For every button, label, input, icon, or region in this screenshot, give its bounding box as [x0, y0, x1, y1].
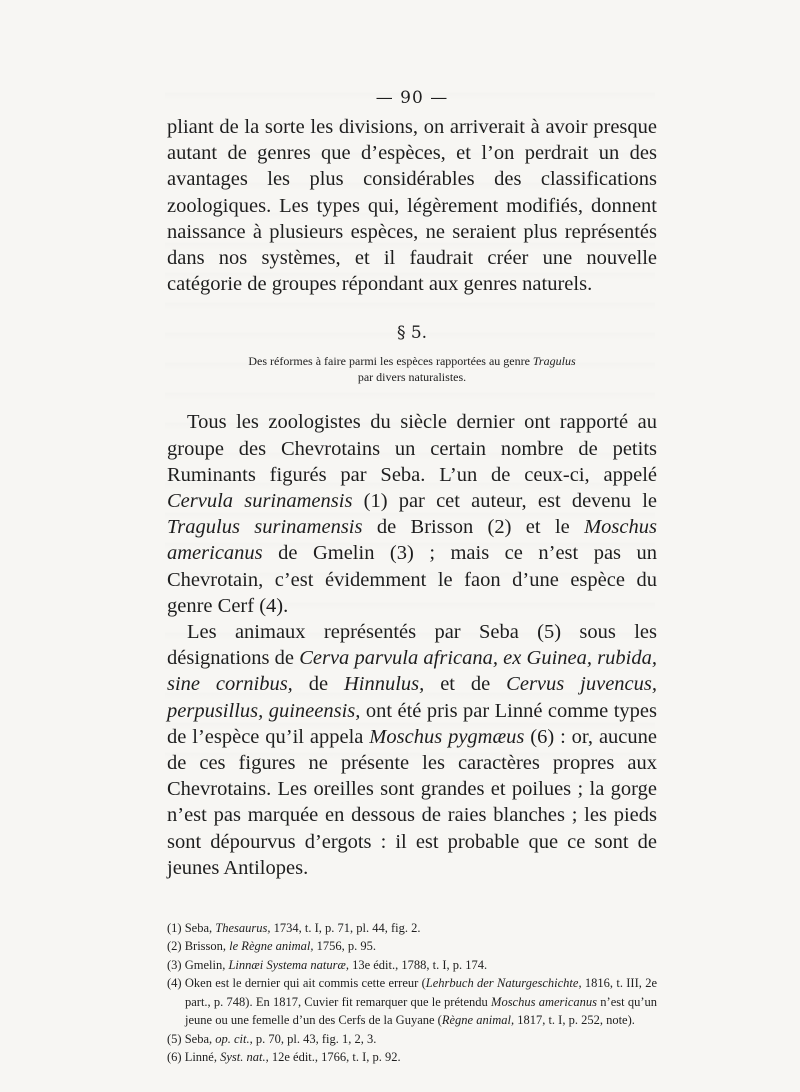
paragraph-linne — [167, 619, 657, 881]
fn1-title: Thesaurus, — [215, 921, 271, 936]
fn4-text-1: (4) Oken est le dernier qui ait commis cette erreur ( — [167, 976, 426, 991]
fn4-title-1: Lehrbuch der Naturgeschichte, — [425, 976, 582, 991]
section-subtitle-genus: Tragulus — [532, 354, 576, 369]
footnote-3 — [167, 956, 657, 974]
fn4-title-2: Moschus americanus — [491, 994, 598, 1009]
fn6-ref: 12e édit., 1766, t. I, p. 92. — [268, 1049, 401, 1064]
fn3-ref: 13e édit., 1788, t. I, p. 174. — [348, 957, 488, 972]
p2-italic-1: Cervula surinamensis — [167, 490, 353, 513]
p2-text-3: de Brisson (2) et le — [362, 516, 585, 539]
section-heading: § 5. — [396, 323, 428, 344]
p2-text-4: de Gmelin (3) ; mais ce n’est pas un Chevrotain, c’est évidemment le faon d’une espèce du genre Cerf (4). — [167, 542, 657, 617]
section-subtitle-line1: Des réformes à faire parmi les espèces rapportées au genre — [248, 354, 530, 369]
page-number: — 90 — — [375, 88, 449, 108]
p3-italic-3: Cervus juvencus, perpusillus, guineensis, — [167, 673, 657, 722]
section-subtitle-line2: par divers naturalistes. — [357, 370, 467, 385]
footnotes — [167, 919, 657, 1066]
footnote-6 — [167, 1048, 657, 1066]
p3-text-4: ont été pris par Linné comme types de l’espèce qu’il appela — [167, 699, 657, 748]
p3-italic-4: Moschus pygmæus — [369, 725, 525, 748]
p2-text-1: Tous les zoologistes du siècle dernier ont rapporté au groupe des Chevrotains un certain nombre de petits Ruminants figurés par Seba. L’un de ceux-ci, appelé — [167, 411, 657, 486]
fn5-text: (5) Seba, — [167, 1031, 216, 1046]
section-subtitle — [167, 353, 657, 385]
fn2-title: le Règne animal, — [229, 939, 314, 954]
fn4-text-4: 1817, t. I, p. 252, note). — [514, 1013, 635, 1028]
p2-text-2: (1) par cet auteur, est devenu le — [352, 490, 657, 513]
fn2-text: (2) Brisson, — [167, 939, 230, 954]
p2-italic-3: Moschus americanus — [167, 516, 657, 565]
paragraph-seba — [167, 409, 657, 619]
footnote-1 — [167, 919, 657, 937]
fn2-ref: 1756, p. 95. — [313, 939, 377, 954]
p3-text-2: de — [292, 673, 344, 696]
fn6-title: Syst. nat., — [220, 1049, 269, 1064]
p3-text-3: et de — [424, 673, 507, 696]
fn5-ref: p. 70, pl. 43, fig. 1, 2, 3. — [252, 1031, 377, 1046]
fn1-text: (1) Seba, — [167, 921, 216, 936]
p3-text-5: (6) : or, aucune de ces figures ne présente les caractères propres aux Chevrotains. Les oreilles sont grandes et poilues ; la gorge n’est pas marquée en dessous de raies blanches ; les pieds sont dépourvus d’ergots : il est probable que ce sont de jeunes Antilopes. — [167, 725, 658, 879]
fn6-text: (6) Linné, — [167, 1049, 221, 1064]
fn4-title-3: Règne animal, — [441, 1013, 515, 1028]
fn4-text-2: 1816, t. III, 2e part., p. 748). En 1817, Cuvier fit remarquer que le prétendu — [185, 976, 658, 1009]
fn5-title: op. cit., — [215, 1031, 253, 1046]
fn3-text: (3) Gmelin, — [167, 957, 229, 972]
footnote-4 — [167, 974, 657, 1029]
fn4-text-3: n’est qu’un jeune ou une femelle d’un des Cerfs de la Guyane ( — [185, 994, 657, 1028]
fn1-ref: 1734, t. I, p. 71, pl. 44, fig. 2. — [270, 921, 421, 936]
fn3-title: Linnæi Systema naturæ, — [228, 957, 349, 972]
p3-italic-2: Hinnulus, — [343, 673, 425, 696]
p2-italic-2: Tragulus surinamensis — [167, 516, 363, 539]
p3-italic-1: Cerva parvula africana, ex Guinea, rubida, sine cornibus, — [167, 647, 657, 696]
p3-text-1: Les animaux représentés par Seba (5) sous les désignations de — [167, 621, 657, 670]
footnote-5 — [167, 1030, 657, 1048]
footnote-2 — [167, 937, 657, 955]
page-body — [167, 88, 657, 1066]
paragraph-continued: pliant de la sorte les divisions, on arriverait à avoir presque autant de genres que d’espèces, et l’on perdrait un des avantages les plus considérables des classifications zoologiques. Les types qui, légèrement modifiés, donnent naissance à plusieurs espèces, ne seraient plus représentés dans nos systèmes, et il faudrait créer une nouvelle catégorie de groupes répondant aux genres naturels. — [167, 116, 657, 296]
